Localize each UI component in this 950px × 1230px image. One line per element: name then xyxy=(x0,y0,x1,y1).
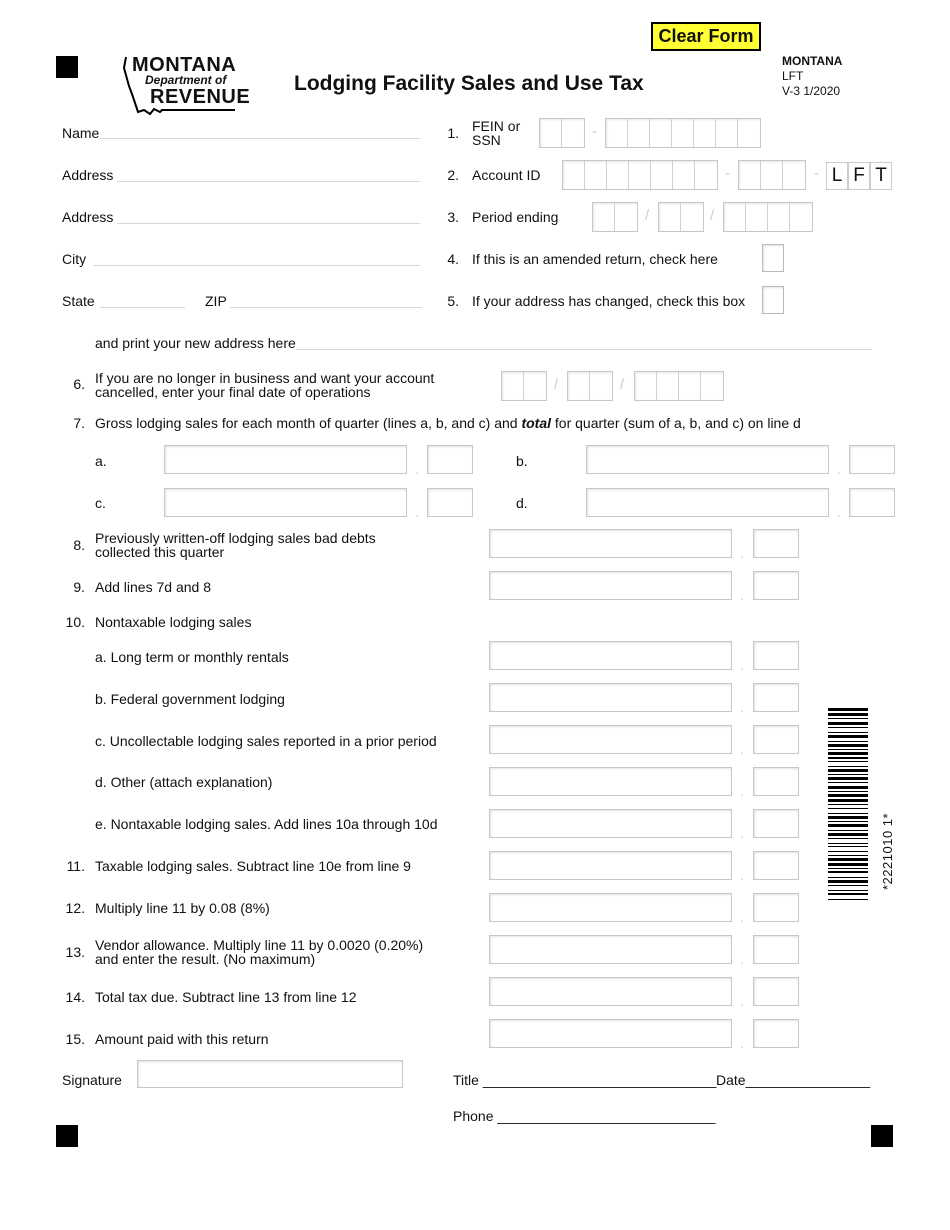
new-address-label: and print your new address here xyxy=(95,335,296,351)
barcode-bar xyxy=(828,782,868,783)
logo-montana-text: MONTANA xyxy=(132,54,237,76)
name-field[interactable] xyxy=(100,138,420,139)
line6-text-2: cancelled, enter your final date of operations xyxy=(95,384,371,400)
barcode-bar xyxy=(828,885,868,886)
line10a-cents[interactable] xyxy=(753,641,799,670)
title-label-line[interactable]: Title ______________________________ xyxy=(453,1072,717,1088)
barcode-bar xyxy=(828,833,868,836)
line7c-cents[interactable] xyxy=(427,488,473,517)
barcode-bar xyxy=(828,838,868,839)
line8-text-1: Previously written-off lodging sales bad debts xyxy=(95,530,376,546)
line8-text-2: collected this quarter xyxy=(95,544,225,560)
line10d-cents[interactable] xyxy=(753,767,799,796)
line7b-decimal: . xyxy=(837,461,841,477)
barcode-bar xyxy=(828,708,868,711)
line12-dollars[interactable] xyxy=(489,893,732,922)
line7b-dollars[interactable] xyxy=(586,445,829,474)
zip-field[interactable] xyxy=(230,307,422,308)
barcode-bar xyxy=(828,727,868,728)
line12-decimal: . xyxy=(740,909,744,925)
line3-number: 3. xyxy=(447,209,459,225)
line10a-text: a. Long term or monthly rentals xyxy=(95,649,289,665)
line7-text-pre: Gross lodging sales for each month of quarter (lines a, b, and c) and xyxy=(95,415,522,431)
barcode-bar xyxy=(828,752,868,755)
barcode-bar xyxy=(828,824,868,827)
date-label-line[interactable]: Date________________ xyxy=(716,1072,871,1088)
signature-field[interactable] xyxy=(137,1060,403,1088)
new-address-field[interactable] xyxy=(296,349,872,350)
address2-field[interactable] xyxy=(117,223,420,224)
line13-dollars[interactable] xyxy=(489,935,732,964)
line10e-decimal: . xyxy=(740,825,744,841)
line7a-label: a. xyxy=(95,453,107,469)
account-id-suffix-l: L xyxy=(826,162,848,190)
logo-department-text: Department of xyxy=(145,73,227,87)
account-id-dash-2: - xyxy=(814,165,819,182)
line10d-text: d. Other (attach explanation) xyxy=(95,774,273,790)
line8-decimal: . xyxy=(740,545,744,561)
final-date-slash-1: / xyxy=(554,376,559,393)
barcode-bar xyxy=(828,877,868,878)
montana-dor-logo xyxy=(120,54,251,118)
barcode-bar xyxy=(828,757,868,759)
barcode-bar xyxy=(828,732,868,733)
fein-label: FEIN or xyxy=(472,118,521,134)
barcode-bar xyxy=(828,846,868,847)
line7-text-bold: total xyxy=(521,415,552,431)
line9-text: Add lines 7d and 8 xyxy=(95,579,211,595)
line15-cents[interactable] xyxy=(753,1019,799,1048)
registration-mark-top-left xyxy=(56,56,78,78)
account-id-cells-1[interactable] xyxy=(562,160,718,190)
line11-text: Taxable lodging sales. Subtract line 10e from line 9 xyxy=(95,858,411,874)
signature-label: Signature xyxy=(62,1072,122,1088)
line4-number: 4. xyxy=(447,251,459,267)
fein-prefix-cells[interactable] xyxy=(539,118,585,148)
line7-text xyxy=(95,416,801,431)
line14-decimal: . xyxy=(740,993,744,1009)
form-state: MONTANA xyxy=(782,54,843,68)
line13-text-1: Vendor allowance. Multiply line 11 by 0.0020 (0.20%) xyxy=(95,937,424,953)
phone-label-line[interactable]: Phone ____________________________ xyxy=(453,1108,716,1124)
line14-cents[interactable] xyxy=(753,977,799,1006)
barcode-text: *2221010 1* xyxy=(880,812,895,890)
final-date-day-cells[interactable] xyxy=(567,371,613,401)
line7a-decimal: . xyxy=(415,461,419,477)
barcode-bar xyxy=(828,816,868,819)
barcode-bar xyxy=(828,880,868,883)
line10c-cents[interactable] xyxy=(753,725,799,754)
barcode-bar xyxy=(828,777,868,780)
line14-text: Total tax due. Subtract line 13 from line 12 xyxy=(95,989,357,1005)
line13-decimal: . xyxy=(740,951,744,967)
barcode-bar xyxy=(828,808,868,809)
barcode-bar xyxy=(828,713,868,716)
address2-label: Address xyxy=(62,209,114,225)
address-changed-label: If your address has changed, check this box xyxy=(472,293,746,309)
line15-text: Amount paid with this return xyxy=(95,1031,269,1047)
barcode-bar xyxy=(828,799,868,802)
barcode-bar xyxy=(828,871,868,873)
line2-number: 2. xyxy=(447,167,459,183)
line8-number: 8. xyxy=(73,537,85,553)
line14-dollars[interactable] xyxy=(489,977,732,1006)
line10e-dollars[interactable] xyxy=(489,809,732,838)
line15-decimal: . xyxy=(740,1035,744,1051)
fein-suffix-cells[interactable] xyxy=(605,118,761,148)
line7b-label: b. xyxy=(516,453,528,469)
barcode-bar xyxy=(828,893,868,895)
line12-number: 12. xyxy=(65,900,85,916)
barcode-bar xyxy=(828,761,868,762)
line7d-dollars[interactable] xyxy=(586,488,829,517)
form-version: V-3 1/2020 xyxy=(782,84,841,98)
line13-number: 13. xyxy=(65,944,85,960)
period-month-cells[interactable] xyxy=(592,202,638,232)
zip-label: ZIP xyxy=(205,293,227,309)
barcode-bar xyxy=(828,858,868,861)
barcode-bar xyxy=(828,855,868,856)
line13-text-2: and enter the result. (No maximum) xyxy=(95,951,316,967)
barcode-bar xyxy=(828,851,868,852)
address-changed-checkbox[interactable] xyxy=(762,286,784,314)
line7c-dollars[interactable] xyxy=(164,488,407,517)
line10-number: 10. xyxy=(65,614,85,630)
period-slash-1: / xyxy=(645,207,650,224)
city-field[interactable] xyxy=(93,265,420,266)
line14-number: 14. xyxy=(65,989,85,1005)
line7-text-post: for quarter (sum of a, b, and c) on line d xyxy=(551,415,801,431)
line10d-decimal: . xyxy=(740,783,744,799)
barcode-bar xyxy=(828,868,868,869)
period-year-cells[interactable] xyxy=(723,202,813,232)
barcode-bar xyxy=(828,786,868,789)
line11-dollars[interactable] xyxy=(489,851,732,880)
barcode-bar xyxy=(828,794,868,797)
line6-number: 6. xyxy=(73,376,85,392)
line10c-dollars[interactable] xyxy=(489,725,732,754)
line10d-dollars[interactable] xyxy=(489,767,732,796)
state-label: State xyxy=(62,293,95,309)
account-id-cells-2[interactable] xyxy=(738,160,806,190)
barcode-bar xyxy=(828,774,868,775)
barcode-bar xyxy=(828,722,868,725)
line12-text: Multiply line 11 by 0.08 (8%) xyxy=(95,900,270,916)
address1-field[interactable] xyxy=(117,181,420,182)
line1-number: 1. xyxy=(447,125,459,141)
barcode-bar xyxy=(828,769,868,772)
line15-number: 15. xyxy=(65,1031,85,1047)
period-ending-label: Period ending xyxy=(472,209,559,225)
line10c-text: c. Uncollectable lodging sales reported in a prior period xyxy=(95,733,437,749)
barcode-bar xyxy=(828,718,868,719)
line5-number: 5. xyxy=(447,293,459,309)
line9-dollars[interactable] xyxy=(489,571,732,600)
barcode-bar xyxy=(828,863,868,866)
logo-revenue-text: REVENUE xyxy=(150,86,251,108)
registration-mark-bottom-right xyxy=(871,1125,893,1147)
barcode-bar xyxy=(828,741,868,742)
state-field[interactable] xyxy=(100,307,185,308)
period-slash-2: / xyxy=(710,207,715,224)
line10b-dollars[interactable] xyxy=(489,683,732,712)
line7d-cents[interactable] xyxy=(849,488,895,517)
line10e-text: e. Nontaxable lodging sales. Add lines 10a through 10d xyxy=(95,816,438,832)
line11-decimal: . xyxy=(740,867,744,883)
barcode xyxy=(828,708,868,1020)
form-title: Lodging Facility Sales and Use Tax xyxy=(294,72,644,95)
line7a-cents[interactable] xyxy=(427,445,473,474)
amended-label: If this is an amended return, check here xyxy=(472,251,718,267)
barcode-bar xyxy=(828,830,868,831)
account-id-dash-1: - xyxy=(725,165,730,182)
barcode-bar xyxy=(828,804,868,805)
line9-cents[interactable] xyxy=(753,571,799,600)
registration-mark-bottom-left xyxy=(56,1125,78,1147)
ssn-label: SSN xyxy=(472,132,501,148)
line10b-decimal: . xyxy=(740,699,744,715)
clear-form-button[interactable]: Clear Form xyxy=(651,22,761,51)
form-code: LFT xyxy=(782,69,804,83)
line10-text: Nontaxable lodging sales xyxy=(95,614,252,630)
line7a-dollars[interactable] xyxy=(164,445,407,474)
line10b-text: b. Federal government lodging xyxy=(95,691,285,707)
address1-label: Address xyxy=(62,167,114,183)
line8-dollars[interactable] xyxy=(489,529,732,558)
line11-cents[interactable] xyxy=(753,851,799,880)
period-day-cells[interactable] xyxy=(658,202,704,232)
line7d-label: d. xyxy=(516,495,528,511)
barcode-bar xyxy=(828,766,868,767)
barcode-bar xyxy=(828,813,868,814)
final-date-year-cells[interactable] xyxy=(634,371,724,401)
barcode-bar xyxy=(828,899,868,900)
barcode-bar xyxy=(828,890,868,891)
barcode-bar xyxy=(828,821,868,822)
barcode-bar xyxy=(828,744,868,747)
final-date-slash-2: / xyxy=(620,376,625,393)
line7-number: 7. xyxy=(73,415,85,431)
barcode-bar xyxy=(828,749,868,750)
line7b-cents[interactable] xyxy=(849,445,895,474)
line10c-decimal: . xyxy=(740,741,744,757)
barcode-bar xyxy=(828,791,868,792)
line8-cents[interactable] xyxy=(753,529,799,558)
account-id-suffix-f: F xyxy=(848,162,870,190)
line15-dollars[interactable] xyxy=(489,1019,732,1048)
line10b-cents[interactable] xyxy=(753,683,799,712)
account-id-label: Account ID xyxy=(472,167,541,183)
line9-number: 9. xyxy=(73,579,85,595)
line13-cents[interactable] xyxy=(753,935,799,964)
amended-checkbox[interactable] xyxy=(762,244,784,272)
line10a-dollars[interactable] xyxy=(489,641,732,670)
line9-decimal: . xyxy=(740,587,744,603)
final-date-month-cells[interactable] xyxy=(501,371,547,401)
line7c-decimal: . xyxy=(415,504,419,520)
account-id-suffix-t: T xyxy=(870,162,892,190)
name-label: Name xyxy=(62,125,100,141)
line7c-label: c. xyxy=(95,495,106,511)
barcode-bar xyxy=(828,735,868,738)
city-label: City xyxy=(62,251,87,267)
line10a-decimal: . xyxy=(740,657,744,673)
line12-cents[interactable] xyxy=(753,893,799,922)
fein-dash: - xyxy=(592,123,597,140)
line7d-decimal: . xyxy=(837,504,841,520)
barcode-bar xyxy=(828,843,868,844)
line10e-cents[interactable] xyxy=(753,809,799,838)
line11-number: 11. xyxy=(66,858,85,874)
line6-text-1: If you are no longer in business and want your account xyxy=(95,370,435,386)
